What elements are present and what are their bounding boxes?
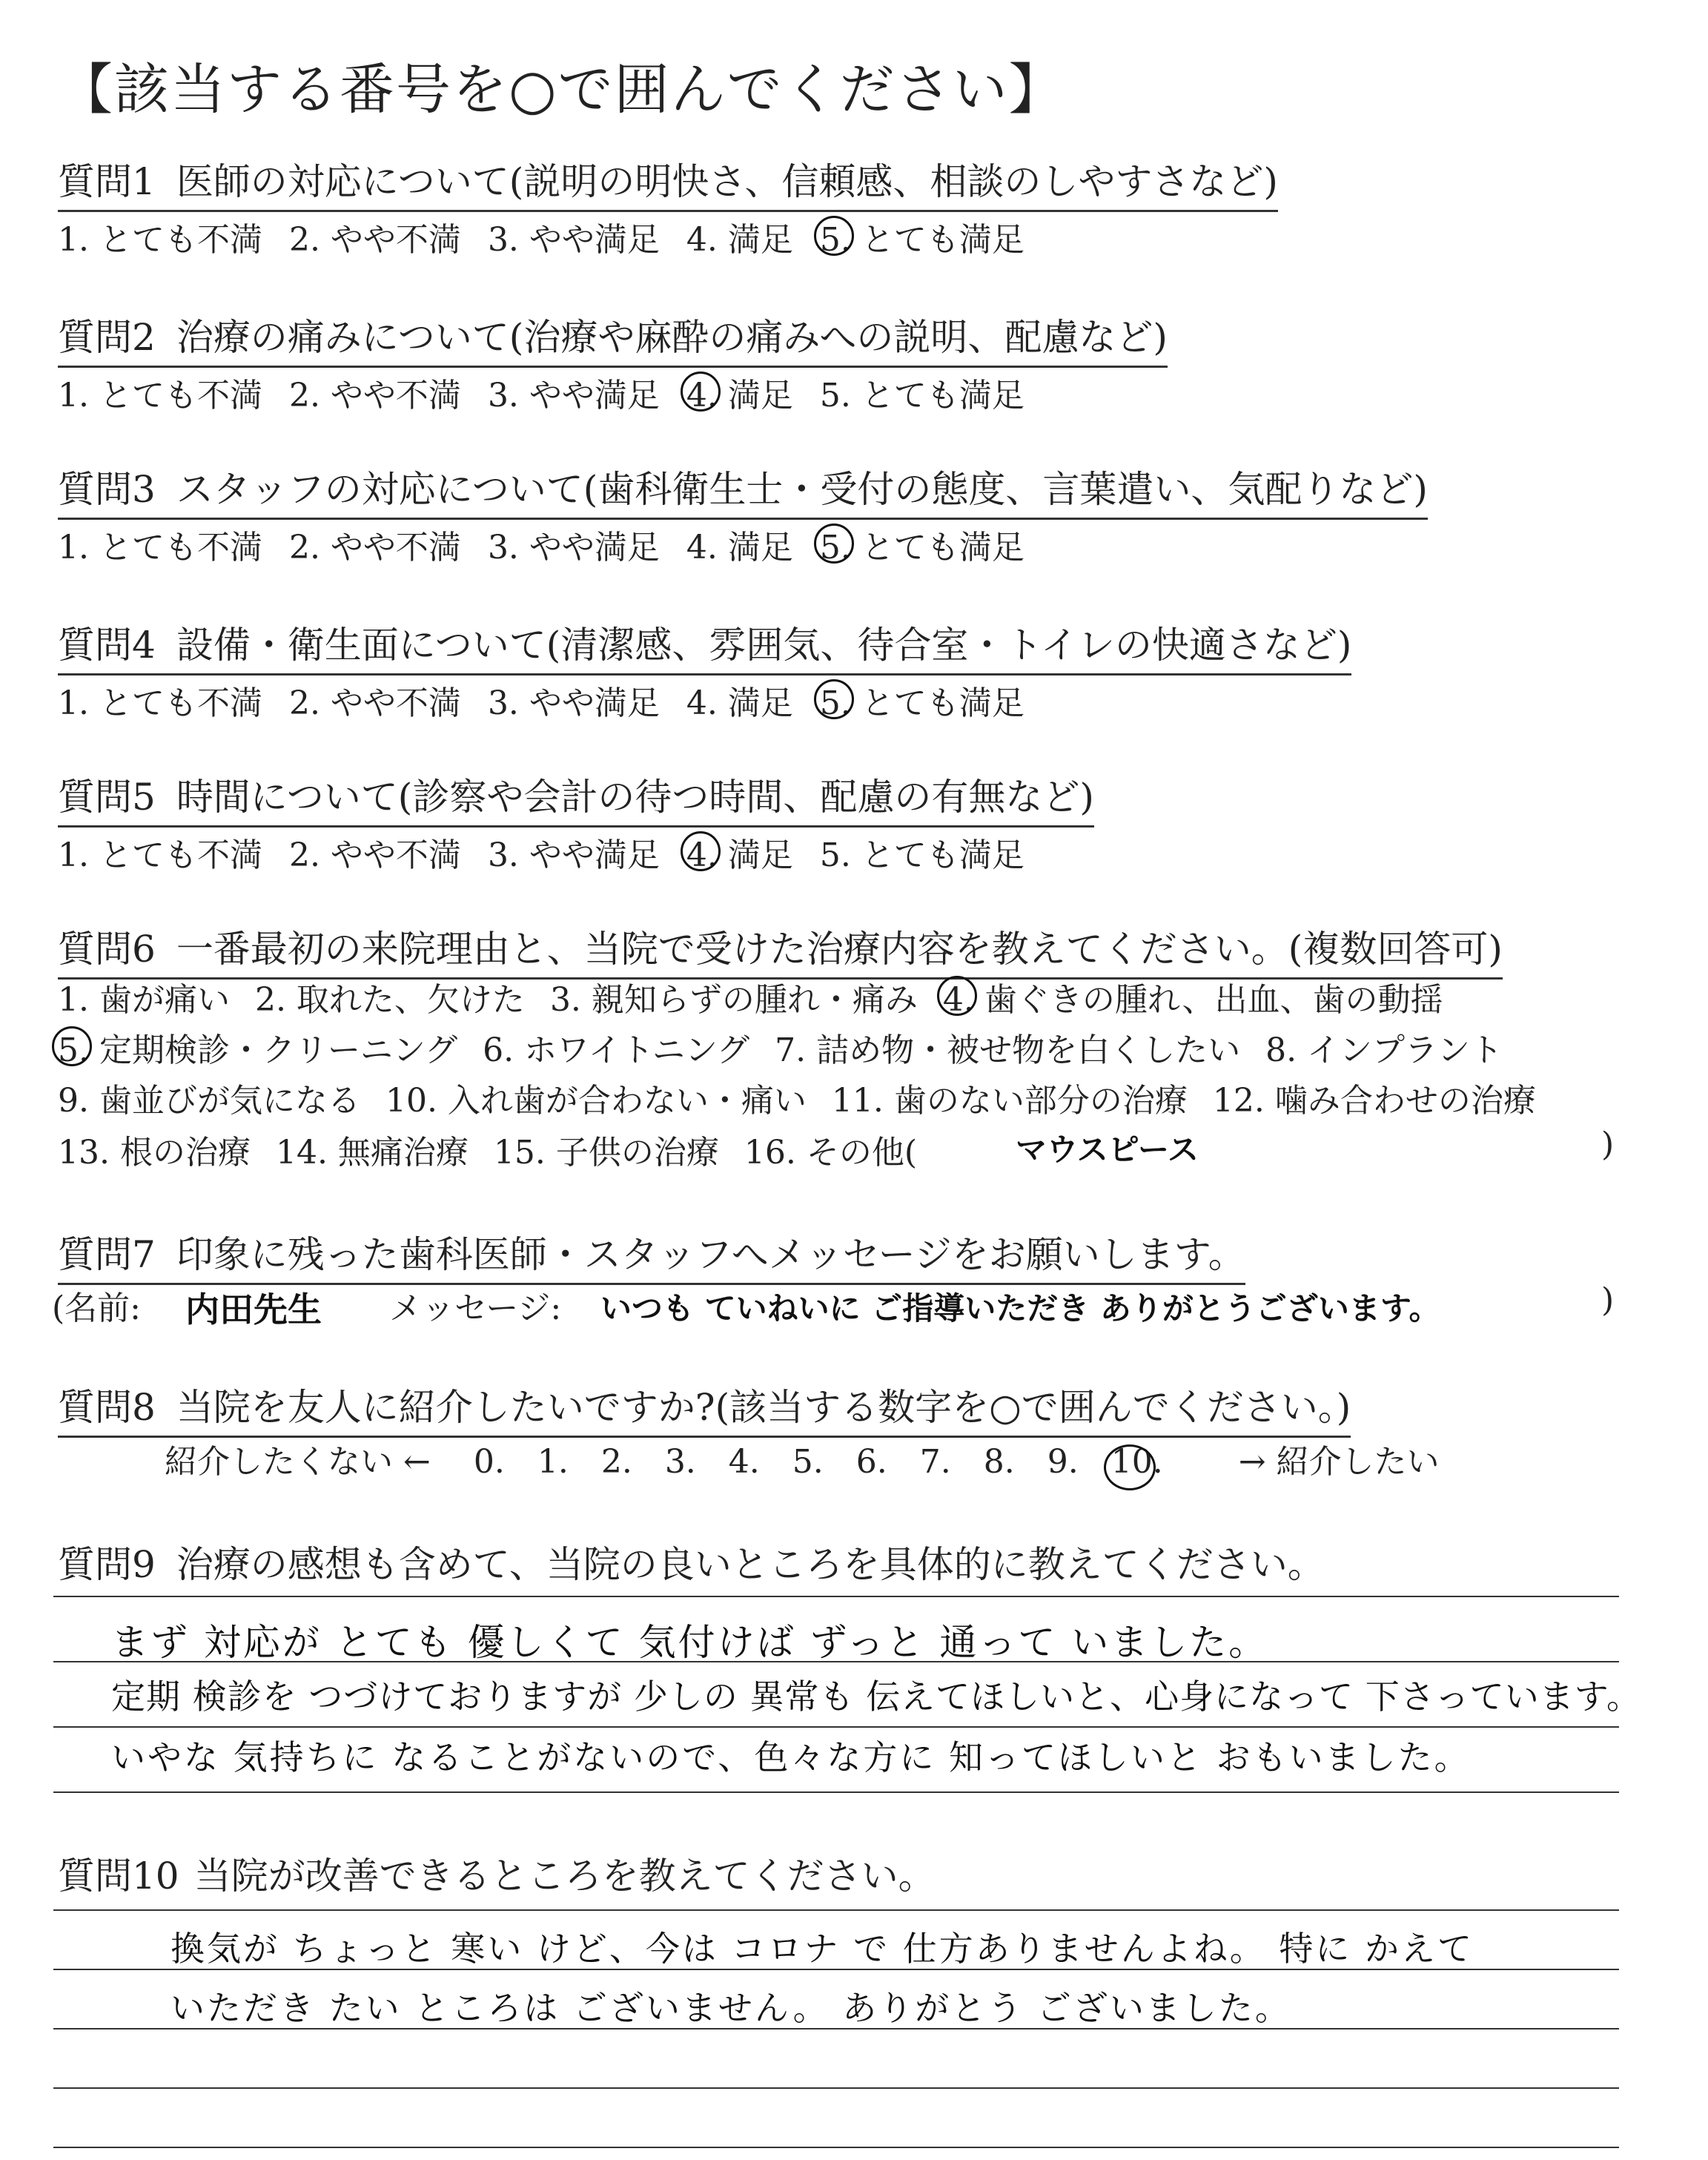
q6-option-1[interactable]: 1. 歯が痛い [58,981,230,1019]
q3-option-4[interactable]: 4. 満足 [686,529,793,567]
q8-text: 当院を友人に紹介したいですか?(該当する数字を○で囲んでください。) [176,1386,1351,1429]
q6-text: 一番最初の来院理由と、当院で受けた治療内容を教えてください。(複数回答可) [176,928,1503,971]
q6-option-4[interactable]: 4. 歯ぐきの腫れ、出血、歯の動揺 [943,973,1443,1020]
q9-heading [58,1535,1325,1588]
q1-option-2[interactable]: 2. やや不満 [288,221,461,259]
q10-heading [58,1846,936,1900]
q6-option-3[interactable]: 3. 親知らずの腫れ・痛み [549,981,918,1019]
q6-options-row [58,1074,1561,1121]
q3-number: 質問3 [58,468,156,511]
q9-answer-line-3: いやな 気持ちに なることがないので、色々な方に 知ってほしいと おもいました。 [111,1737,1471,1777]
q4-option-1[interactable]: 1. とても不満 [58,684,262,722]
q8-heading [58,1378,1351,1438]
q6-option-15[interactable]: 15. 子供の治療 [493,1134,719,1172]
q1-options [58,213,1051,260]
q9-rule-3 [53,1726,1619,1728]
q8-scale-8[interactable]: 8. [983,1443,1015,1481]
q8-left-label: 紹介したくない ← [165,1443,431,1481]
q6-option-11[interactable]: 11. 歯のない部分の治療 [831,1082,1188,1120]
q4-heading [58,615,1351,676]
q8-scale-10[interactable]: 10. [1110,1443,1163,1481]
q2-number: 質問2 [58,316,156,359]
q3-option-1[interactable]: 1. とても不満 [58,529,262,567]
q9-text: 治療の感想も含めて、当院の良いところを具体的に教えてください。 [176,1543,1325,1586]
q8-scale-7[interactable]: 7. [919,1443,951,1481]
q8-scale-3[interactable]: 3. [664,1443,696,1481]
q8-scale-0[interactable]: 0. [473,1443,505,1481]
q6-option-8[interactable]: 8. インプラント [1265,1031,1503,1069]
q5-option-2[interactable]: 2. やや不満 [288,836,461,874]
q4-option-2[interactable]: 2. やや不満 [288,684,461,722]
q9-number: 質問9 [58,1543,156,1586]
q2-option-3[interactable]: 3. やや満足 [487,377,660,415]
q6-option-9[interactable]: 9. 歯並びが気になる [58,1082,360,1120]
q6-option-16[interactable]: 16. その他( [744,1134,918,1172]
q1-option-3[interactable]: 3. やや満足 [487,221,660,259]
page-title: 【該当する番号を○で囲んでください】 [58,58,1065,122]
q2-options [58,369,1051,416]
q8-scale-9[interactable]: 9. [1047,1443,1079,1481]
q5-options [58,828,1051,876]
q6-options-row [58,973,1469,1020]
q4-option-3[interactable]: 3. やや満足 [487,684,660,722]
q1-option-5[interactable]: 5. とても満足 [820,213,1025,260]
q5-text: 時間について(診察や会計の待つ時間、配慮の有無など) [176,776,1094,819]
q5-option-5[interactable]: 5. とても満足 [819,836,1025,874]
q10-answer-line-1: 換気が ちょっと 寒い けど、今は コロナ で 仕方ありませんよね。 特に かえて [171,1929,1474,1969]
q2-option-4[interactable]: 4. 満足 [686,369,793,416]
q6-option-6[interactable]: 6. ホワイトニング [483,1031,750,1069]
q10-rule-4 [53,2087,1619,2089]
q2-option-2[interactable]: 2. やや不満 [288,377,461,415]
q3-option-5[interactable]: 5. とても満足 [820,521,1025,568]
q4-option-5[interactable]: 5. とても満足 [820,676,1025,724]
q2-option-5[interactable]: 5. とても満足 [819,377,1025,415]
q8-scale-1[interactable]: 1. [537,1443,569,1481]
q3-option-3[interactable]: 3. やや満足 [487,529,660,567]
q4-option-4[interactable]: 4. 満足 [686,684,793,722]
q8-scale-4[interactable]: 4. [728,1443,760,1481]
q1-text: 医師の対応について(説明の明快さ、信頼感、相談のしやすさなど) [176,160,1278,203]
q1-heading [58,152,1278,212]
q3-heading [58,460,1428,520]
q10-rule-1 [53,1909,1619,1911]
q9-answer-line-1: まず 対応が とても 優しくて 気付けば ずっと 通って いました。 [111,1621,1268,1664]
q5-number: 質問5 [58,776,156,819]
q7-name-label: (名前: [52,1289,141,1327]
q1-option-1[interactable]: 1. とても不満 [58,221,262,259]
q9-rule-4 [53,1791,1619,1793]
q6-options-row [58,1126,942,1173]
q6-number: 質問6 [58,928,156,971]
q5-option-3[interactable]: 3. やや満足 [487,836,660,874]
q10-rule-5 [53,2147,1619,2148]
q2-text: 治療の痛みについて(治療や麻酔の痛みへの説明、配慮など) [176,316,1168,359]
q7-message-value: いつも ていねいに ご指導いただき ありがとうございます。 [600,1290,1440,1327]
q8-scale [165,1435,1472,1482]
q6-option-13[interactable]: 13. 根の治療 [58,1134,251,1172]
q6-options-row [58,1023,1528,1071]
q7-close-paren: ) [1601,1281,1615,1319]
q2-heading [58,308,1168,368]
q6-option-14[interactable]: 14. 無痛治療 [275,1134,469,1172]
q7-number: 質問7 [58,1233,156,1276]
q6-option-12[interactable]: 12. 噛み合わせの治療 [1212,1082,1536,1120]
q4-number: 質問4 [58,624,156,667]
q6-close-paren: ) [1601,1126,1615,1163]
q3-option-2[interactable]: 2. やや不満 [288,529,461,567]
q5-option-1[interactable]: 1. とても不満 [58,836,262,874]
q5-heading [58,767,1094,828]
q7-text: 印象に残った歯科医師・スタッフへメッセージをお願いします。 [176,1233,1245,1276]
q8-number: 質問8 [58,1386,156,1429]
q10-answer-line-2: いただき たい ところは ございません。 ありがとう ございました。 [171,1988,1291,2028]
q6-other-answer: マウスピース [1016,1132,1199,1168]
q7-heading [58,1225,1245,1285]
q5-option-4[interactable]: 4. 満足 [686,828,793,876]
q1-number: 質問1 [58,160,156,203]
q3-options [58,521,1051,568]
q6-option-5[interactable]: 5. 定期検診・クリーニング [58,1023,457,1071]
q8-scale-5[interactable]: 5. [792,1443,824,1481]
q6-option-7[interactable]: 7. 詰め物・被せ物を白くしたい [775,1031,1241,1069]
q10-text: 当院が改善できるところを教えてください。 [193,1855,936,1898]
q9-answer-line-2: 定期 検診を つづけておりますが 少しの 異常も 伝えてほしいと、心身になって 下さっています。 [111,1677,1642,1717]
q8-scale-6[interactable]: 6. [855,1443,887,1481]
q7-message-label: メッセージ: [389,1289,562,1327]
q6-option-2[interactable]: 2. 取れた、欠けた [254,981,525,1019]
q8-right-label: → 紹介したい [1238,1443,1440,1481]
q7-name-value: 内田先生 [185,1289,322,1330]
q10-number: 質問10 [58,1855,179,1898]
q8-scale-2[interactable]: 2. [600,1443,632,1481]
q2-option-1[interactable]: 1. とても不満 [58,377,262,415]
q9-rule-1 [53,1596,1619,1597]
q4-text: 設備・衛生面について(清潔感、雰囲気、待合室・トイレの快適さなど) [176,624,1352,667]
q6-option-10[interactable]: 10. 入れ歯が合わない・痛い [385,1082,807,1120]
q3-text: スタッフの対応について(歯科衛生士・受付の態度、言葉遣い、気配りなど) [176,468,1428,511]
q1-option-4[interactable]: 4. 満足 [686,221,793,259]
q6-heading [58,919,1503,980]
q4-options [58,676,1051,724]
